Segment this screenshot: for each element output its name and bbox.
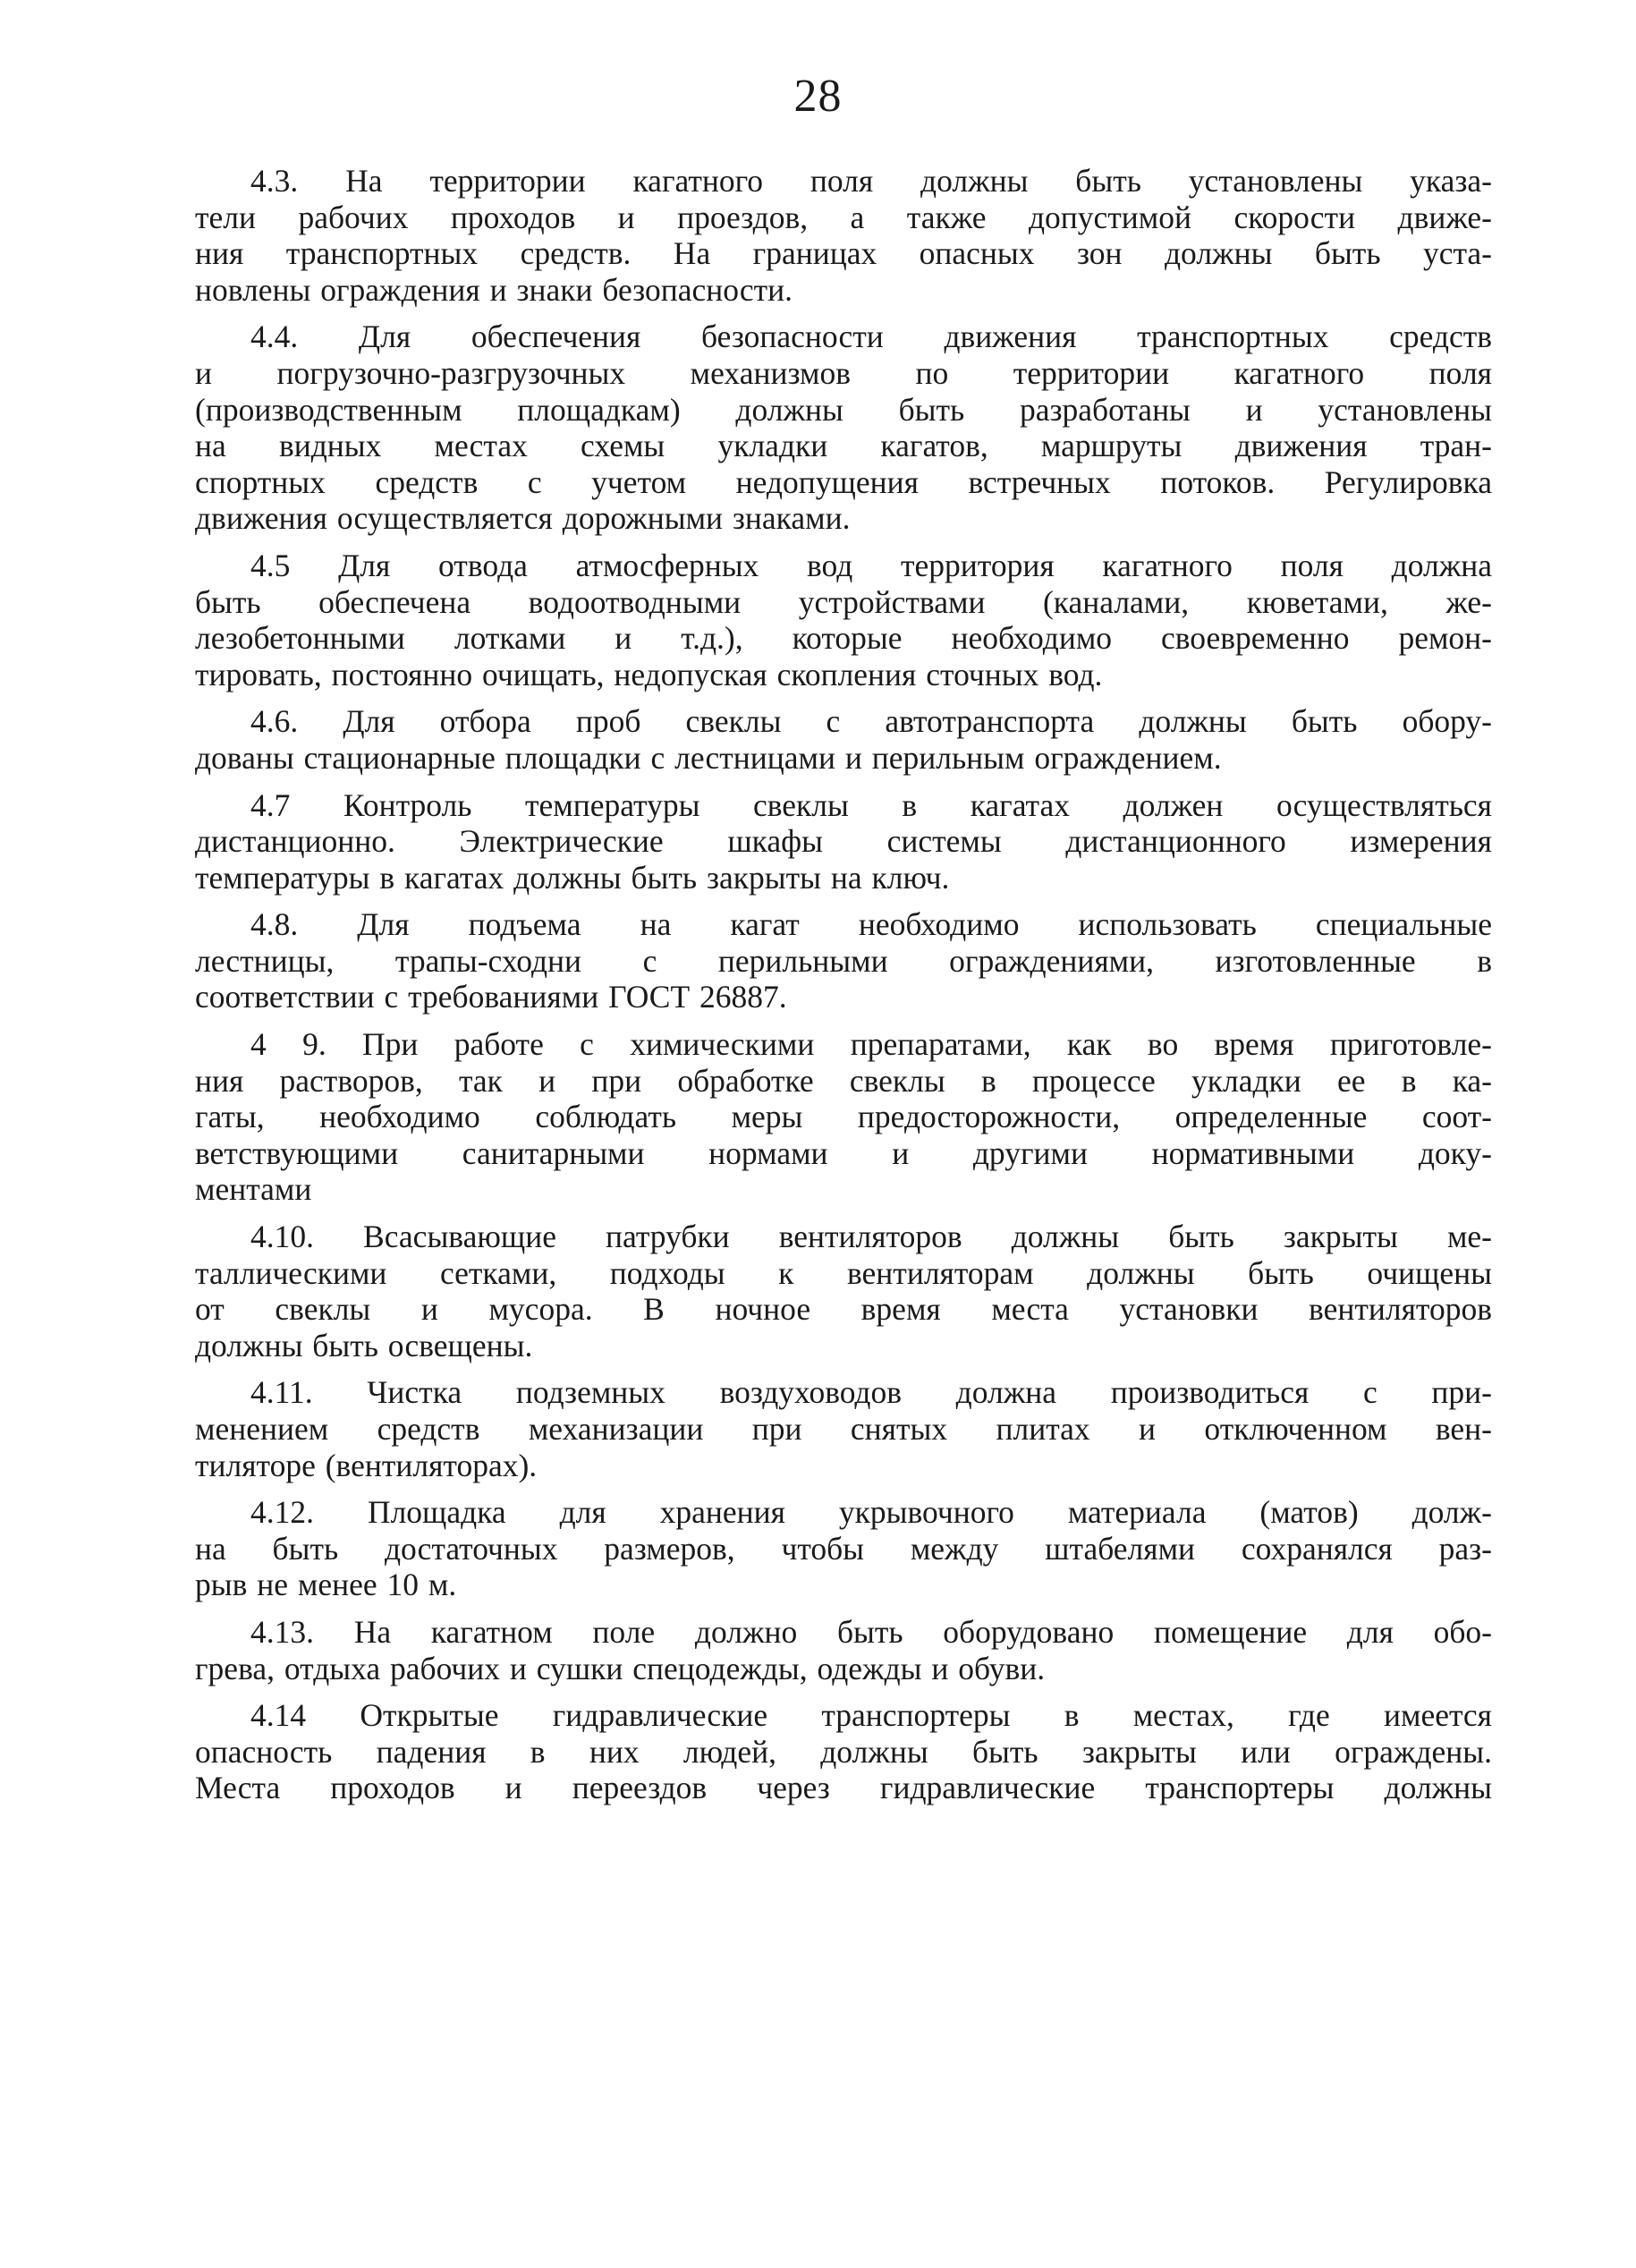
paragraph-4-4 <box>195 319 1492 537</box>
text-line: ментами <box>195 1171 312 1208</box>
paragraph-4-3 <box>195 163 1492 308</box>
text-line: (производственным площадкам) должны быть разработаны и установлены <box>195 391 1492 428</box>
text-line: 4.13. На кагатном поле должно быть оборудовано помещение для обо- <box>250 1613 1492 1650</box>
text-line: дованы стационарные площадки с лестницами и перильным ограждением. <box>195 739 1222 776</box>
text-line: 4.12. Площадка для хранения укрывочного материала (матов) долж- <box>250 1494 1492 1531</box>
page-number: 28 <box>793 71 843 122</box>
text-line: лезобетонными лотками и т.д.), которые необходимо своевременно ремон- <box>195 620 1492 657</box>
paragraph-4-5 <box>195 548 1492 692</box>
text-line: 4.7 Контроль температуры свеклы в кагатах должен осуществляться <box>250 786 1492 823</box>
text-line: менением средств механизации при снятых плитах и отключенном вен- <box>195 1411 1492 1447</box>
paragraph-4-13 <box>195 1614 1492 1686</box>
text-line: быть обеспечена водоотводными устройствами (каналами, кюветами, же- <box>195 583 1492 620</box>
text-line: тели рабочих проходов и проездов, а также допустимой скорости движе- <box>195 199 1492 235</box>
text-line: 4.4. Для обеспечения безопасности движения транспортных средств <box>250 319 1492 355</box>
text-line: и погрузочно-разгрузочных механизмов по территории кагатного поля <box>195 354 1492 391</box>
paragraph-4-11 <box>195 1374 1492 1483</box>
text-line: тиляторе (вентиляторах). <box>195 1447 538 1483</box>
text-line: Места проходов и переездов через гидравлические транспортеры должны <box>195 1770 1492 1806</box>
text-line: тировать, постоянно очищать, недопуская скопления сточных вод. <box>195 656 1103 692</box>
text-line: 4.10. Всасывающие патрубки вентиляторов должны быть закрыты ме- <box>250 1219 1492 1255</box>
text-line: спортных средств с учетом недопущения встречных потоков. Регулировка <box>195 463 1492 500</box>
text-line: от свеклы и мусора. В ночное время места установки вентиляторов <box>195 1291 1492 1328</box>
text-line: новлены ограждения и знаки безопасности. <box>195 271 793 308</box>
text-line: движения осуществляется дорожными знаками. <box>195 500 851 537</box>
text-line: грева, отдыха рабочих и сушки спецодежды, одежды и обуви. <box>195 1650 1046 1686</box>
paragraph-4-7 <box>195 787 1492 896</box>
text-line: таллическими сетками, подходы к вентиляторам должны быть очищены <box>195 1254 1492 1291</box>
text-line: на быть достаточных размеров, чтобы между штабелями сохранялся раз- <box>195 1530 1492 1567</box>
text-line: ветствующими санитарными нормами и другими нормативными доку- <box>195 1134 1492 1171</box>
paragraph-4-10 <box>195 1219 1492 1363</box>
text-line: ния растворов, так и при обработке свеклы в процессе укладки ее в ка- <box>195 1062 1492 1099</box>
document-body <box>195 163 1492 1817</box>
paragraph-4-14 <box>195 1697 1492 1806</box>
text-line: 4.8. Для подъема на кагат необходимо использовать специальные <box>250 906 1492 943</box>
text-line: 4.14 Открытые гидравлические транспортеры в местах, где имеется <box>250 1697 1492 1734</box>
paragraph-4-9 <box>195 1026 1492 1208</box>
text-line: лестницы, трапы-сходни с перильными ограждениями, изготовленные в <box>195 942 1492 979</box>
text-line: 4.5 Для отвода атмосферных вод территория кагатного поля должна <box>250 547 1492 583</box>
paragraph-4-12 <box>195 1494 1492 1603</box>
text-line: дистанционно. Электрические шкафы системы дистанционного измерения <box>195 823 1492 860</box>
text-line: 4 9. При работе с химическими препаратами, как во время приготовле- <box>250 1026 1492 1063</box>
text-line: 4.6. Для отбора проб свеклы с автотранспорта должны быть обору- <box>250 703 1492 740</box>
text-line: ния транспортных средств. На границах опасных зон должны быть уста- <box>195 235 1492 272</box>
paragraph-4-8 <box>195 906 1492 1015</box>
text-line: опасность падения в них людей, должны быть закрыты или ограждены. <box>195 1733 1492 1770</box>
paragraph-4-6 <box>195 703 1492 776</box>
text-line: 4.3. На территории кагатного поля должны быть установлены указа- <box>250 163 1492 199</box>
text-line: соответствии с требованиями ГОСТ 26887. <box>195 979 787 1015</box>
text-line: на видных местах схемы укладки кагатов, маршруты движения тран- <box>195 428 1492 464</box>
text-line: температуры в кагатах должны быть закрыты на ключ. <box>195 859 950 896</box>
text-line: гаты, необходимо соблюдать меры предосторожности, определенные соот- <box>195 1099 1492 1135</box>
text-line: должны быть освещены. <box>195 1327 533 1363</box>
text-line: 4.11. Чистка подземных воздуховодов должна производиться с при- <box>250 1374 1492 1411</box>
text-line: рыв не менее 10 м. <box>195 1567 457 1603</box>
